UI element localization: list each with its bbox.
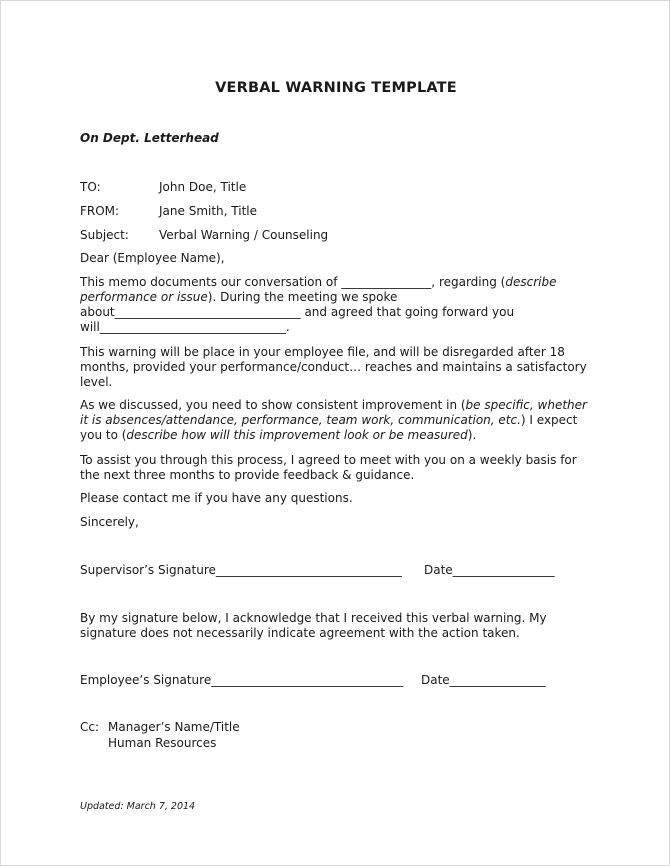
paragraph-line: This warning will be place in your employee file, and will be disregarded after 18: [80, 345, 565, 359]
employee-date-line: Date________________: [421, 673, 546, 687]
paragraph-acknowledgement: [80, 611, 590, 641]
text-span: ).: [467, 428, 477, 442]
paragraph-line: [80, 275, 590, 290]
contact-line: Please contact me if you have any questions.: [80, 491, 353, 505]
paragraph-line: [80, 290, 590, 305]
paragraph-line: will_______________________________.: [80, 320, 290, 334]
italic-span: performance or issue: [80, 290, 208, 304]
paragraph-warning-file: [80, 345, 590, 390]
employee-signature-line: Employee’s Signature________________________________: [80, 673, 404, 687]
text-span: you to (: [80, 428, 127, 442]
paragraph-improvement: [80, 398, 590, 443]
to-label: TO:: [80, 180, 101, 194]
paragraph-line: [80, 428, 590, 443]
italic-span: it is absences/attendance, performance, team work, communication, etc.: [80, 413, 521, 427]
paragraph-line: months, provided your performance/conduct… reaches and maintains a satisfactory: [80, 360, 587, 374]
text-span: ). During the meeting we spoke: [207, 290, 398, 304]
paragraph-conversation: [80, 275, 590, 335]
paragraph-line: By my signature below, I acknowledge that I received this verbal warning. My: [80, 611, 547, 625]
document-title: VERBAL WARNING TEMPLATE: [215, 80, 457, 96]
paragraph-line: To assist you through this process, I agreed to meet with you on a weekly basis for: [80, 453, 577, 467]
from-label: FROM:: [80, 204, 120, 218]
from-value: Jane Smith, Title: [159, 204, 257, 218]
text-span: This memo documents our conversation of _______________, regarding (: [80, 275, 506, 289]
supervisor-date-line: Date_________________: [424, 563, 555, 577]
paragraph-line: the next three months to provide feedback & guidance.: [80, 468, 415, 482]
letterhead-note: On Dept. Letterhead: [80, 131, 219, 145]
salutation: Dear (Employee Name),: [80, 251, 225, 265]
paragraph-assistance: [80, 453, 590, 483]
italic-span: be specific, whether: [465, 398, 587, 412]
italic-span: describe: [505, 275, 557, 289]
paragraph-line: about_______________________________ and agreed that going forward you: [80, 305, 515, 319]
text-span: ) I expect: [520, 413, 578, 427]
supervisor-signature-line: Supervisor’s Signature_______________________________: [80, 563, 402, 577]
text-span: As we discussed, you need to show consistent improvement in (: [80, 398, 466, 412]
paragraph-line: [80, 413, 590, 428]
updated-date: Updated: March 7, 2014: [80, 801, 196, 812]
subject-label: Subject:: [80, 228, 129, 242]
cc-manager: Manager’s Name/Title: [108, 720, 240, 734]
closing: Sincerely,: [80, 515, 139, 529]
subject-value: Verbal Warning / Counseling: [159, 228, 329, 242]
paragraph-line: [80, 398, 590, 413]
paragraph-line: signature does not necessarily indicate agreement with the action taken.: [80, 626, 520, 640]
to-value: John Doe, Title: [159, 180, 247, 194]
italic-span: describe how will this improvement look or be measured: [126, 428, 468, 442]
paragraph-line: level.: [80, 375, 113, 389]
cc-label: Cc:: [80, 720, 100, 734]
cc-hr: Human Resources: [108, 736, 217, 750]
